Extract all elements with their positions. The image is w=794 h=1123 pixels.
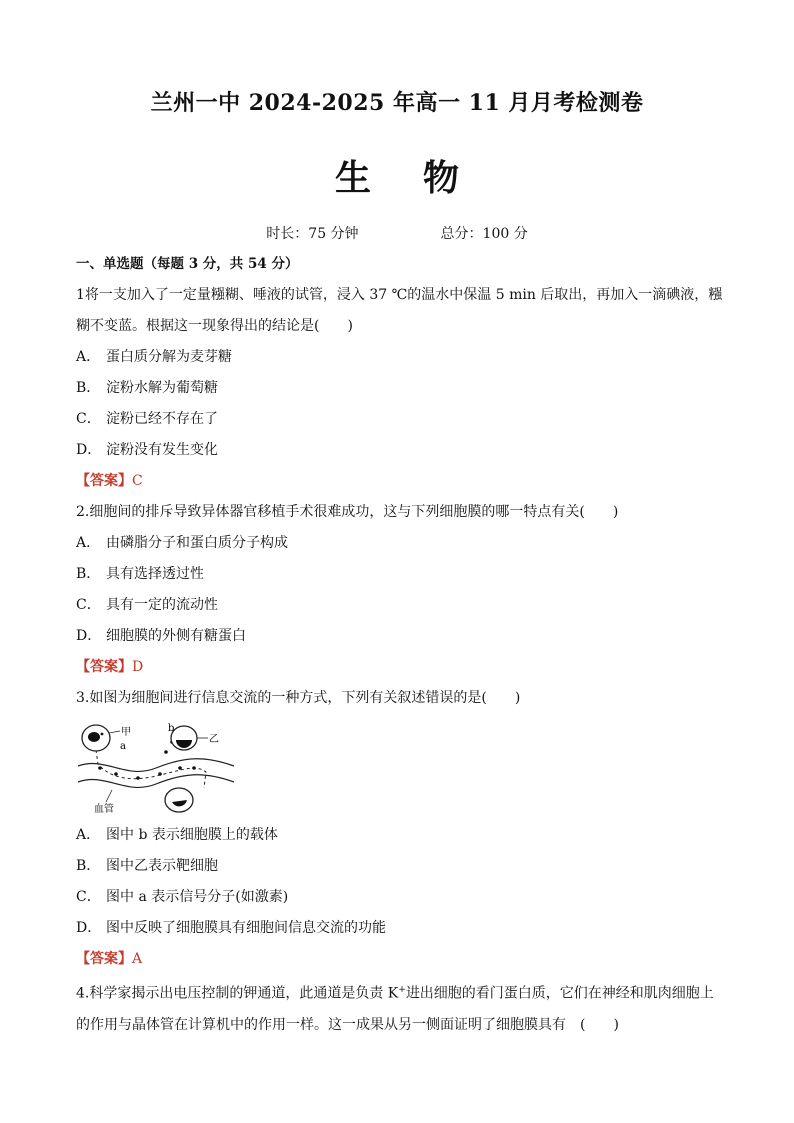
diagram-svg [76,722,236,814]
option-d [76,913,726,944]
option-text: 具有一定的流动性 [106,597,218,613]
answer-line [76,466,726,497]
option-text: 图中 a 表示信号分子(如激素) [106,889,289,905]
option-text: 细胞膜的外侧有糖蛋白 [106,628,246,644]
duration-text: 时长：75 分钟 [266,226,359,242]
subject-title [0,150,794,201]
option-a [76,820,726,851]
question-2 [76,497,726,683]
subject-char-1: 生 [334,157,371,199]
option-letter: B． [76,380,101,396]
option-letter: B． [76,566,101,582]
option-d [76,435,726,466]
option-letter: B． [76,858,101,874]
question-3 [76,683,726,975]
option-letter: C． [76,889,101,905]
option-letter: D． [76,920,102,936]
label-a: a [120,741,126,752]
question-text: 1将一支加入了一定量糨糊、唾液的试管，浸入 37 ℃的温水中保温 5 min 后取出，再加入一滴碘液，糨糊不变蓝。根据这一现象得出的结论是( ) [76,287,723,334]
option-text: 图中乙表示靶细胞 [106,858,218,874]
question-1 [76,280,726,497]
option-letter: D． [76,442,102,458]
exam-title: 兰州一中 2024-2025 年高一 11 月月考检测卷 [150,90,644,116]
label-jia: 甲 [121,727,131,738]
label-vessel: 血管 [94,804,114,814]
answer-tag: 【答案】 [76,659,132,675]
option-text: 淀粉已经不存在了 [106,411,218,427]
subject-char-2: 物 [423,157,460,199]
question-text: 2.细胞间的排斥导致异体器官移植手术很难成功，这与下列细胞膜的哪一特点有关( ) [76,504,619,520]
answer-value: A [132,951,143,967]
label-yi: 乙 [209,734,219,745]
label-b: b [168,723,175,734]
option-letter: C． [76,597,101,613]
cell-jia-nucleus [88,732,100,742]
question-text-part-1: 4.科学家揭示出电压控制的钾通道，此通道是负责 K [76,985,399,1002]
option-d [76,621,726,652]
cell-bottom [165,788,193,812]
question-text-part-2: 进出细胞的看门蛋白质，它们在神经和肌肉细胞上的作用与晶体管在计算机中的作用一样。这一成果从另一侧面证明了细胞膜具有 ( ) [76,985,714,1033]
option-b [76,559,726,590]
total-score-text: 总分：100 分 [440,226,528,242]
option-text: 图中 b 表示细胞膜上的载体 [106,827,278,843]
answer-line [76,944,726,975]
option-letter: A． [76,535,101,551]
option-b [76,851,726,882]
option-text: 由磷脂分子和蛋白质分子构成 [106,535,288,551]
option-letter: A． [76,349,101,365]
option-letter: A． [76,827,101,843]
question-text: 3.如图为细胞间进行信息交流的一种方式，下列有关叙述错误的是( ) [76,690,521,706]
option-text: 淀粉没有发生变化 [106,442,218,458]
option-letter: C． [76,411,101,427]
option-c [76,404,726,435]
option-c [76,590,726,621]
option-c [76,882,726,913]
option-text: 图中反映了细胞膜具有细胞间信息交流的功能 [106,920,386,936]
option-text: 蛋白质分解为麦芽糖 [106,349,232,365]
exam-content [76,254,726,1041]
option-a [76,342,726,373]
section-heading: 一、单选题（每题 3 分，共 54 分） [76,256,299,272]
option-text: 具有选择透过性 [106,566,204,582]
vessel-wall-bottom [78,775,234,788]
answer-value: D [132,659,144,675]
answer-tag: 【答案】 [76,473,132,489]
answer-line [76,652,726,683]
option-text: 淀粉水解为葡萄糖 [106,380,218,396]
option-letter: D． [76,628,102,644]
question-4 [76,975,726,1041]
answer-tag: 【答案】 [76,951,132,967]
option-a [76,528,726,559]
superscript-plus: + [398,985,406,995]
answer-value: C [132,473,143,489]
question-text [76,975,726,1041]
exam-meta [0,223,794,243]
option-b [76,373,726,404]
vessel-wall-top [78,759,234,772]
cell-signaling-diagram [76,722,726,814]
